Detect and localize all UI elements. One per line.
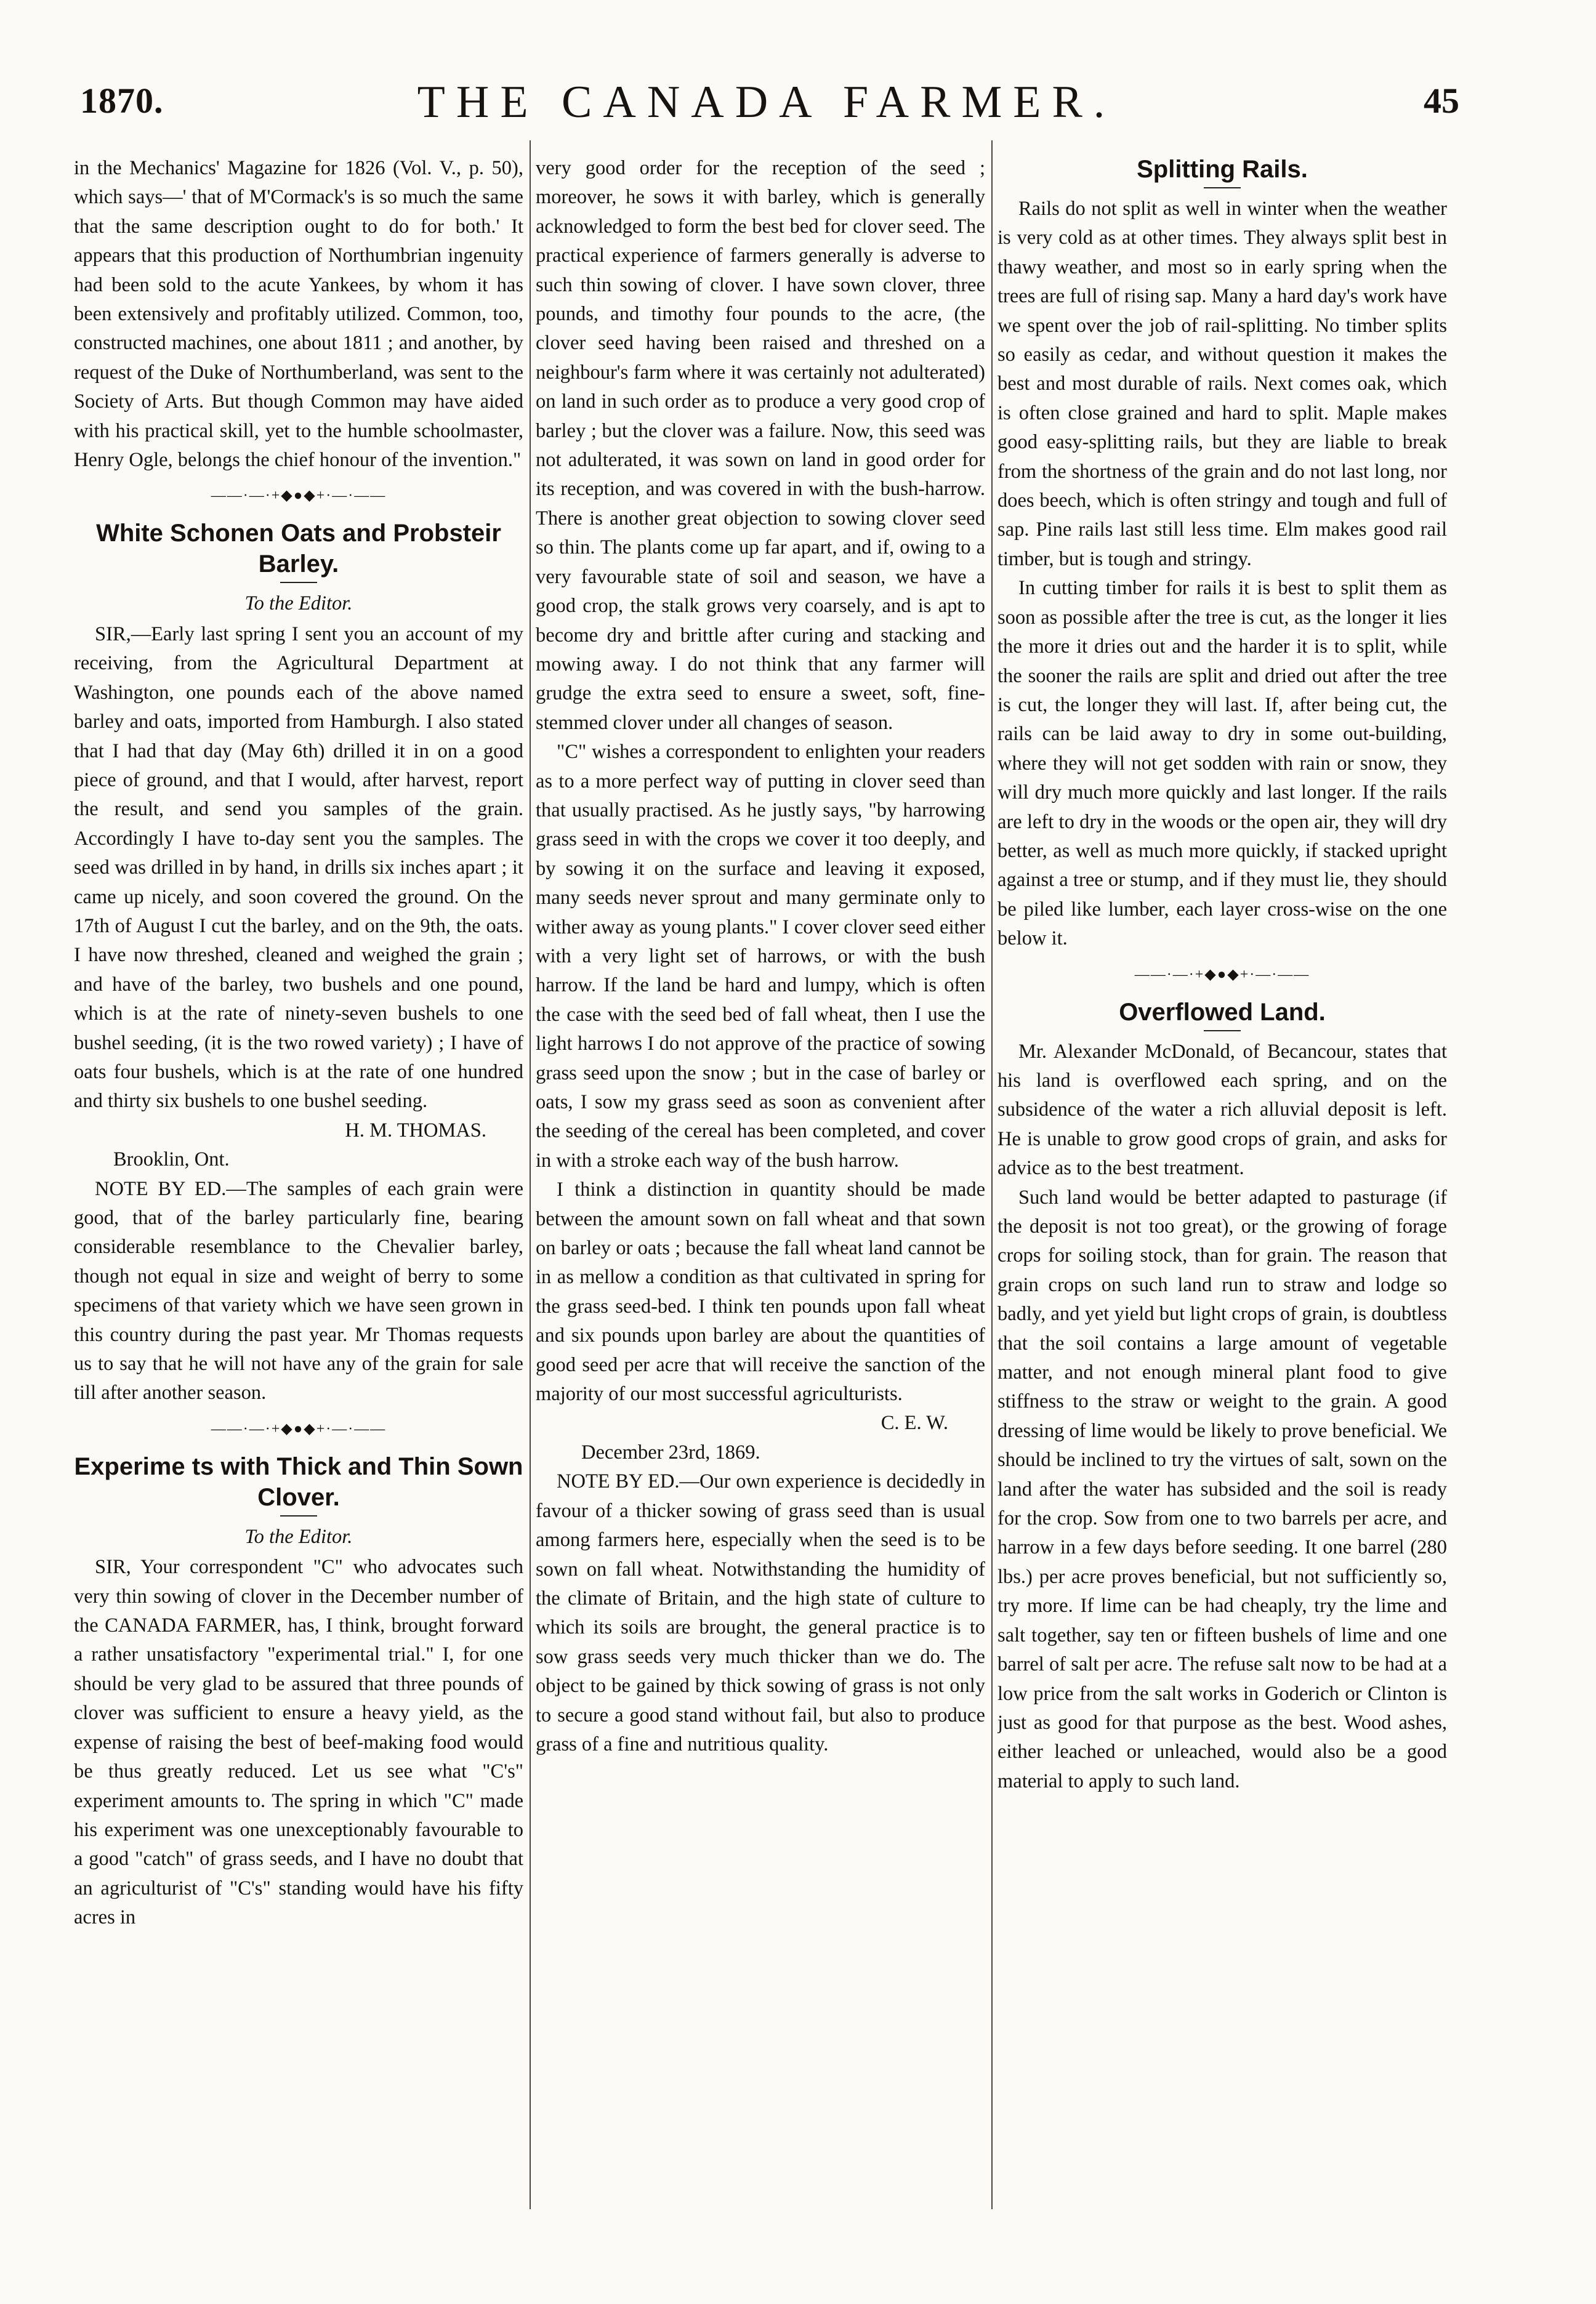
heading-rule	[1204, 1030, 1241, 1031]
paragraph: Mr. Alexander McDonald, of Becancour, states that his land is overflowed each spring, and on the subsidence of the water a rich alluvial deposit is left. He is unable to grow good crops of grain, and asks for advice as to the best treatment.	[997, 1040, 1447, 1180]
page-number: 45	[1424, 81, 1459, 121]
article-heading-oats-barley: White Schonen Oats and Probsteir Barley.	[96, 520, 501, 578]
paragraph: Such land would be better adapted to pasturage (if the deposit is not too great), or the growing of forage crops for soiling stock, than for grain. The reason that grain crops on such land run to straw and lodge so badly, and yet yield but light crops of grain, is doubtless that the soil contains a large amount of vegetable matter, and not enough mineral plant food to give stiffness to the straw or weight to the grain. A good dressing of lime would be likely to prove beneficial. We should be inclined to try the virtues of salt, sown on the land after the water has subsided and the soil is ready for the crop. Sow from one to two barrels per acre, and harrow in a few days before seeding. It one barrel (280 lbs.) per acre proves beneficial, but not sufficiently so, try more. If lime can be had cheaply, try the lime and salt together, say ten or fifteen bushels of lime and one barrel of salt per acre. The refuse salt now to be had at a low price from the salt works in Goderich or Clinton is just as good for that purpose as the best. Wood ashes, either leached or unleached, would also be a good material to apply to such land.	[997, 1186, 1447, 1792]
letter-place: Brooklin, Ont.	[113, 1148, 230, 1171]
letter-body: SIR,—Early last spring I sent you an account of my receiving, from the Agricultural Department at Washington, one pounds each of the above named barley and oats, imported from Hamburgh. I also stated that I had that day (May 6th) drilled it in on a good piece of ground, and that I would, after harvest, report the result, and send you samples of the grain. Accordingly I have to-day sent you the samples. The seed was drilled in by hand, in drills six inches apart ; it came up nicely, and soon covered the ground. On the 17th of August I cut the barley, and on the 9th, the oats. I have now threshed, cleaned and weighed the grain ; and have of the barley, two bushels and one pound, which is at the rate of ninety-seven bushels to one bushel seeding, (it is the two rowed variety) ; I have of oats four bushels, which is at the rate of one hundred and thirty six bushels to one bushel seeding.	[74, 622, 523, 1113]
article-heading-clover: Experime ts with Thick and Thin Sown Clover.	[74, 1452, 523, 1511]
article-heading-splitting-rails: Splitting Rails.	[1137, 156, 1308, 183]
heading-rule	[280, 1515, 317, 1517]
letter-date: December 23rd, 1869.	[581, 1441, 760, 1464]
to-the-editor: To the Editor.	[244, 1525, 353, 1548]
letter-signature: C. E. W.	[881, 1412, 948, 1435]
column-2	[536, 154, 985, 2204]
heading-rule	[280, 582, 317, 583]
letter-signature: H. M. THOMAS.	[345, 1119, 486, 1142]
newspaper-title: THE CANADA FARMER.	[417, 77, 1116, 127]
paragraph: I think a distinction in quantity should be made between the amount sown on fall wheat and that sown on barley or oats ; because the fall wheat land cannot be in as mellow a condition as that cultivated in spring for the grass seed-bed. I think ten pounds upon fall wheat and six pounds upon barley are about the quantities of good seed per acre that will receive the sanction of the majority of our most successful agriculturists.	[536, 1178, 985, 1406]
editor-note: NOTE BY ED.—The samples of each grain were good, that of the barley particularly fine, bearing considerable resemblance to the Chevalier barley, though not equal in size and weight of berry to some specimens of that variety which we have seen grown in this country during the past year. Mr Thomas requests us to say that he will not have any of the grain for sale till after another season.	[74, 1177, 523, 1404]
section-divider: ——·—·+◆●◆+·—·——	[211, 488, 387, 504]
letter-body: SIR, Your correspondent "C" who advocates such very thin sowing of clover in the December number of the CANADA FARMER, has, I think, brought forward a rather unsatisfactory "experimental trial." I, for one should be very glad to be assured that three pounds of clover was sufficient to ensure a heavy yield, as the expense of raising the best of beef-making food would be thus greatly reduced. Let us see what "C's" experiment amounts to. The spring in which "C" made his experiment was one unexceptionably favourable to a good "catch" of grass seeds, and I have no doubt that an agriculturist of "C's" standing would have his fifty acres in	[74, 1556, 523, 1929]
column-1	[74, 154, 523, 2204]
column-3	[997, 154, 1447, 2204]
issue-year: 1870.	[80, 81, 164, 121]
to-the-editor: To the Editor.	[244, 592, 353, 615]
section-divider: ——·—·+◆●◆+·—·——	[1134, 966, 1310, 983]
masthead	[74, 76, 1459, 144]
continued-paragraph: very good order for the reception of the seed ; moreover, he sows it with barley, which is generally acknowledged to form the best bed for clover seed. The practical experience of farmers generally is adverse to such thin sowing of clover. I have sown clover, three pounds, and timothy four pounds to the acre, (the clover seed having been raised and threshed on a neighbour's farm where it was certainly not adulterated) on land in such order as to produce a very good crop of barley ; but the clover was a failure. Now, this seed was not adulterated, it was sown on land in good order for its reception, and was covered in with the bush-harrow. There is another great objection to sowing clover seed so thin. The plants come up far apart, and if, owing to a very favourable state of soil and season, we have a good crop, the stalk grows very coarsely, and is apt to become dry and brittle after curing and stacking and mowing away. I do not think that any farmer will grudge the extra seed to ensure a sweet, soft, fine-stemmed clover under all changes of season.	[536, 157, 985, 734]
article-heading-overflowed-land: Overflowed Land.	[1119, 998, 1326, 1026]
continued-paragraph: in the Mechanics' Magazine for 1826 (Vol. V., p. 50), which says—' that of M'Cormack's is so much the same that the same description ought to do for both.' It appears that this production of Northumbrian ingenuity had been sold to the acute Yankees, by whom it has been extensively and profitably utilized. Common, too, constructed machines, one about 1811 ; and another, by request of the Duke of Northumberland, was sent to the Society of Arts. But though Common may have aided with his practical skill, yet to the humble schoolmaster, Henry Ogle, belongs the chief honour of the invention."	[74, 157, 523, 472]
paragraph: Rails do not split as well in winter when the weather is very cold as at other times. They always split best in thawy weather, and most so in early spring when the trees are full of rising sap. Many a hard day's work have we spent over the job of rail-splitting. No timber splits so easily as cedar, and without question it makes the best and most durable of rails. Next comes oak, which is often close grained and hard to split. Maple makes good easy-splitting rails, but they are liable to break from the shortness of the grain and do not last long, nor does beech, which is often stringy and tough and full of sap. Pine rails last still less time. Elm makes good rail timber, but is tough and stringy.	[997, 198, 1447, 570]
paragraph: In cutting timber for rails it is best to split them as soon as possible after the tree is cut, as the longer it lies the more it dries out and the harder it is to split, while the sooner the rails are split and dried out after the tree is cut, the longer they will last. If, after being cut, the rails can be laid away to dry in some out-building, where they will not get sodden with rain or snow, they will dry much more quickly and last longer. If the rails are left to dry in the woods or the open air, they will dry better, as well as much more quickly, if stacked upright against a tree or stump, and if they must lie, they should be piled like lumber, each layer cross-wise on the one below it.	[997, 577, 1447, 950]
heading-rule	[1204, 187, 1241, 188]
section-divider: ——·—·+◆●◆+·—·——	[211, 1420, 387, 1437]
editor-note: NOTE BY ED.—Our own experience is decidedly in favour of a thicker sowing of grass seed than is usual among farmers here, especially when the seed is to be sown on fall wheat. Notwithstanding the humidity of the climate of Britain, and the high state of culture to which its soils are brought, the general practice is to sow grass seeds very much thicker than we do. The object to be gained by thick sowing of grass is not only to secure a good stand without fail, but also to produce grass of a fine and nutritious quality.	[536, 1470, 985, 1755]
column-rule-right	[991, 140, 993, 2209]
column-rule-left	[530, 140, 531, 2209]
paragraph: "C" wishes a correspondent to enlighten your readers as to a more perfect way of putting in clover seed than that usually practised. As he justly says, "by harrowing grass seed in with the crops we cover it too deeply, and by sowing it on the surface and leaving it exposed, many seeds never sprout and many germinate only to wither away as young plants." I cover clover seed either with a very light set of harrows, or with the bush harrow. If the land be hard and lumpy, which is often the case with the seed bed of fall wheat, then I use the light harrows I do not approve of the practice of sowing grass seed upon the snow ; but in the case of barley or oats, I sow my grass seed as soon as convenient after the seeding of the cereal has been completed, and cover in with a stroke each way of the bush harrow.	[536, 741, 985, 1172]
